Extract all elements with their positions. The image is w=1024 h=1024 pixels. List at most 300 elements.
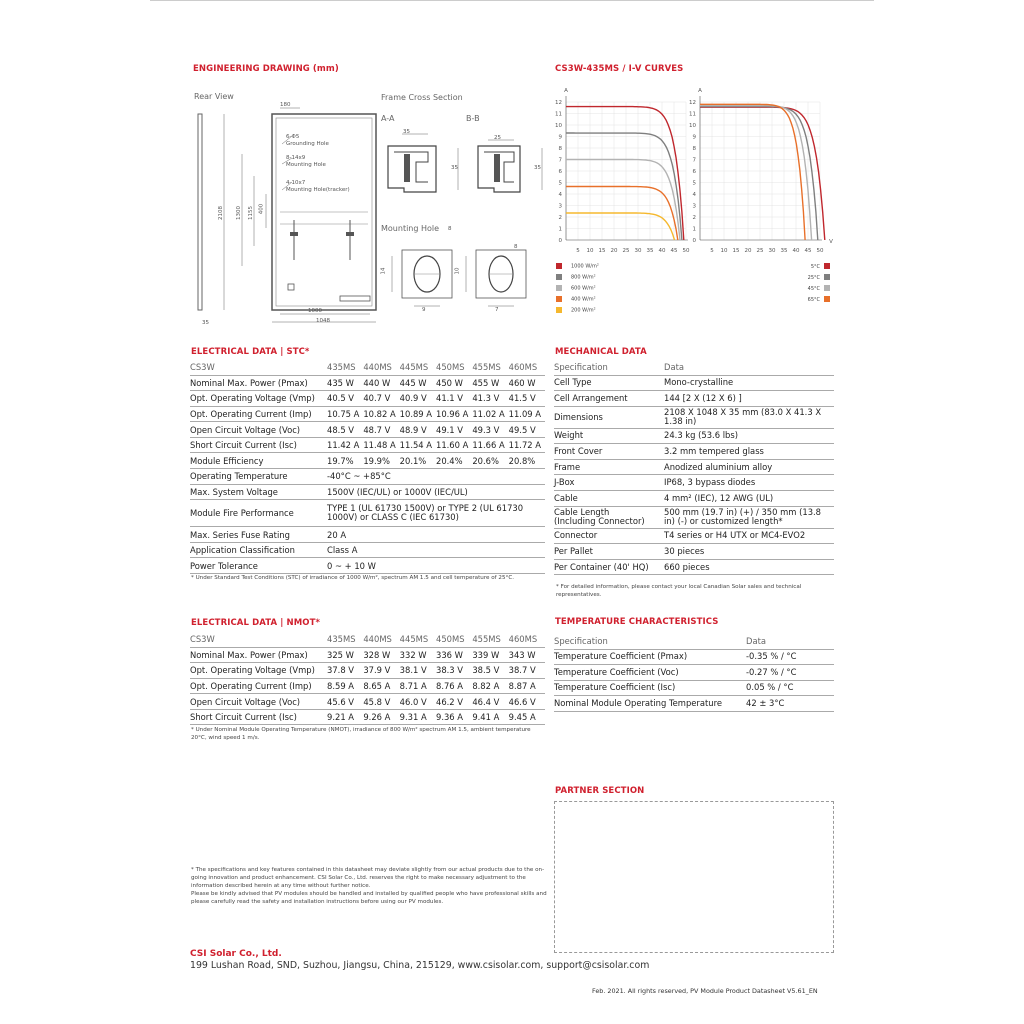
legend-item — [808, 285, 830, 292]
legend-swatch — [556, 274, 562, 280]
table-cell: J-Box — [554, 477, 575, 488]
table-cell: Application Classification — [190, 545, 295, 556]
table-row — [554, 528, 834, 544]
note-mounting-hole: 8-14x9 — [286, 155, 306, 161]
x-tick-label: 50 — [816, 248, 824, 254]
x-tick-label: 20 — [610, 248, 618, 254]
table-cell: 9.31 A — [399, 712, 427, 723]
table-cell: Max. Series Fuse Rating — [190, 529, 290, 540]
table-cell: Max. System Voltage — [190, 486, 278, 497]
table-cell: 1500V (IEC/UL) or 1000V (IEC/UL) — [327, 486, 468, 497]
table-cell: 10.96 A — [435, 408, 469, 419]
table-cell: Weight — [554, 430, 584, 441]
legend-item — [556, 307, 596, 314]
note-tracker-hole-2: Mounting Hole(tracker) — [286, 187, 350, 193]
y-tick-label: 6 — [692, 169, 696, 175]
table-cell: 48.5 V — [327, 424, 355, 435]
y-tick-label: 6 — [558, 169, 562, 175]
y-tick-label: 9 — [692, 134, 696, 141]
table-cell: Temperature Coefficient (Voc) — [554, 666, 679, 677]
table-row — [190, 422, 545, 438]
legend-swatch — [824, 296, 830, 302]
dim-aa-35: 35 — [403, 129, 410, 135]
mounting-hole-label: Mounting Hole — [381, 224, 440, 233]
table-row — [554, 459, 834, 475]
legend-item — [808, 274, 830, 281]
table-cell: Nominal Max. Power (Pmax) — [190, 649, 308, 660]
table-row — [190, 678, 545, 694]
note-tracker-hole: 4-10x7 — [286, 180, 306, 186]
y-tick-label: 3 — [692, 203, 696, 210]
footer-rights: Feb. 2021. All rights reserved, PV Module Product Datasheet V5.61_EN — [592, 987, 818, 995]
table-cell: 0.05 % / °C — [746, 682, 794, 693]
y-tick-label: 11 — [555, 111, 562, 118]
table-cell: 46.2 V — [435, 696, 464, 707]
dim-1155: 1155 — [248, 206, 254, 220]
table-cell: Anodized aluminium alloy — [664, 461, 773, 472]
table-cell: 11.02 A — [472, 408, 505, 419]
temperature-title: TEMPERATURE CHARACTERISTICS — [555, 617, 719, 627]
legend-label: 600 W/m² — [571, 285, 596, 292]
y-tick-label: 4 — [558, 192, 562, 198]
dim-hole-10: 10 — [454, 267, 461, 275]
table-row — [190, 558, 545, 574]
table-row — [190, 375, 545, 391]
x-tick-label: 45 — [670, 248, 678, 254]
table-cell: 9.21 A — [327, 712, 355, 723]
table-cell: Cell Arrangement — [554, 392, 628, 403]
table-cell: 46.4 V — [472, 696, 500, 707]
x-tick-label: 25 — [622, 248, 630, 254]
table-cell: 40.9 V — [399, 393, 427, 404]
table-cell: -0.35 % / °C — [746, 651, 797, 662]
x-tick-label: 45 — [804, 248, 812, 254]
legend-label: 800 W/m² — [571, 274, 596, 281]
table-row — [190, 437, 545, 453]
table-cell: 41.1 V — [435, 393, 464, 404]
legend-item — [556, 263, 599, 270]
table-cell: 8.76 A — [435, 680, 464, 691]
legend-item — [811, 263, 830, 270]
table-cell: Cell Type — [554, 377, 592, 388]
table-cell: 38.3 V — [435, 665, 464, 676]
dim-hole-7: 7 — [495, 307, 499, 313]
table-cell: Short Circuit Current (Isc) — [190, 440, 297, 451]
x-tick-label: 30 — [634, 248, 642, 254]
legend-swatch — [824, 263, 830, 269]
dim-180: 180 — [280, 102, 291, 108]
x-tick-label: 25 — [756, 248, 764, 254]
header-cell: 450MS — [435, 362, 465, 373]
header-cell: Specification — [554, 636, 608, 647]
table-cell: 19.7% — [327, 455, 354, 466]
table-row — [190, 391, 545, 407]
y-tick-label: 12 — [689, 100, 696, 106]
table-cell: 11.09 A — [508, 408, 542, 419]
y-tick-label: 10 — [689, 123, 696, 129]
dim-hole-9: 9 — [422, 307, 426, 313]
table-row — [190, 453, 545, 469]
table-cell: 450 W — [435, 377, 463, 388]
table-cell: 24.3 kg (53.6 lbs) — [664, 430, 738, 441]
table-cell: 10.75 A — [327, 408, 360, 419]
table-cell: 4 mm² (IEC), 12 AWG (UL) — [664, 492, 774, 503]
y-tick-label: 2 — [558, 215, 562, 221]
table-row — [190, 500, 545, 527]
table-row — [554, 696, 834, 712]
nmot-table — [190, 632, 545, 725]
table-cell: 11.66 A — [472, 440, 505, 451]
table-row — [554, 428, 834, 444]
partner-section-title: PARTNER SECTION — [555, 786, 645, 796]
table-header-row — [190, 360, 545, 375]
table-cell: Short Circuit Current (Isc) — [190, 712, 297, 723]
y-tick-label: 4 — [692, 192, 696, 198]
table-cell: 11.54 A — [399, 440, 433, 451]
table-cell: 40.7 V — [363, 393, 391, 404]
table-cell: 660 pieces — [664, 561, 710, 572]
table-cell: 9.26 A — [363, 712, 391, 723]
legend-label: 200 W/m² — [571, 307, 596, 314]
table-cell: 46.6 V — [508, 696, 536, 707]
table-row — [190, 647, 545, 663]
table-cell: -0.27 % / °C — [746, 666, 797, 677]
legend-swatch — [556, 263, 562, 269]
table-cell: Opt. Operating Current (Imp) — [190, 680, 312, 691]
table-row — [554, 665, 834, 681]
dim-2108: 2108 — [218, 206, 224, 220]
y-tick-label: 0 — [558, 238, 562, 244]
nmot-note: * Under Nominal Module Operating Temperature (NMOT), irradiance of 800 W/m² spectrum AM 1.5, ambient temperature 20°C, wind speed 1 m/s. — [191, 727, 531, 741]
table-cell: 20.4% — [435, 455, 463, 466]
table-cell: Power Tolerance — [190, 560, 258, 571]
y-tick-label: 9 — [558, 134, 562, 141]
disclaimer: * The specifications and key features contained in this datasheet may deviate slightly from our actual products due to the on-going innovation and product enhancement. CSI Solar Co., Ltd. reserves the right to make necessary adjustment to the information described herein at any time without further notice. Please be kindly advised that PV modules should be handled and installed by qualified people who have professional skills and please carefully read the safety and installation instructions before using our PV modules. — [191, 867, 547, 905]
page-top-border — [150, 0, 874, 1]
table-cell: 48.9 V — [399, 424, 427, 435]
legend-label: 25°C — [807, 274, 820, 281]
header-cell: 455MS — [472, 634, 501, 645]
table-cell: 19.9% — [363, 455, 390, 466]
table-cell: 11.42 A — [327, 440, 360, 451]
dim-hole-radius-8a: 8 — [448, 226, 452, 232]
table-row — [554, 506, 834, 528]
header-cell: 460MS — [508, 362, 538, 373]
dim-hole-radius-8b: 8 — [514, 244, 518, 250]
table-cell: 500 mm (19.7 in) (+) / 350 mm (13.8 in) (-) or customized length* — [664, 507, 822, 527]
table-cell: 49.5 V — [508, 424, 536, 435]
header-cell: 445MS — [399, 362, 429, 373]
legend-swatch — [824, 285, 830, 291]
table-cell: 440 W — [363, 377, 391, 388]
table-cell: Opt. Operating Voltage (Vmp) — [190, 393, 315, 404]
table-header-row — [190, 632, 545, 647]
footer-address: 199 Lushan Road, SND, Suzhou, Jiangsu, China, 215129, www.csisolar.com, support@csisolar.com — [190, 960, 650, 971]
table-cell: Opt. Operating Current (Imp) — [190, 408, 312, 419]
table-row — [190, 484, 545, 500]
table-cell: Module Efficiency — [190, 455, 264, 466]
table-cell: 45.6 V — [327, 696, 355, 707]
table-cell: 435 W — [327, 377, 354, 388]
table-cell: 328 W — [363, 649, 391, 660]
iv-curve-temperature — [700, 104, 805, 240]
x-tick-label: 35 — [780, 248, 788, 254]
header-cell: Data — [664, 362, 684, 373]
table-cell: 2108 X 1048 X 35 mm (83.0 X 41.3 X 1.38 in) — [664, 407, 822, 427]
header-cell: Specification — [554, 362, 608, 373]
y-tick-label: 10 — [555, 123, 562, 129]
table-row — [190, 663, 545, 679]
note-grounding-hole-2: Grounding Hole — [286, 141, 329, 147]
table-row — [554, 391, 834, 407]
table-cell: Per Pallet — [554, 546, 593, 557]
table-row — [554, 475, 834, 491]
table-cell: Front Cover — [554, 446, 603, 457]
header-cell: 440MS — [363, 362, 392, 373]
table-cell: 11.72 A — [508, 440, 542, 451]
x-tick-label: 20 — [744, 248, 752, 254]
mechanical-table — [554, 360, 834, 575]
x-tick-label: 5 — [576, 248, 580, 254]
table-cell: 144 [2 X (12 X 6) ] — [664, 392, 742, 403]
table-row — [554, 491, 834, 507]
x-tick-label: 15 — [598, 248, 606, 254]
table-row — [190, 709, 545, 725]
table-cell: 336 W — [435, 649, 463, 660]
table-cell: 45.8 V — [363, 696, 391, 707]
legend-item — [556, 285, 596, 292]
dim-bb-height-35: 35 — [534, 165, 541, 171]
table-cell: 49.3 V — [472, 424, 500, 435]
x-tick-label: 50 — [682, 248, 690, 254]
table-cell: Temperature Coefficient (Pmax) — [554, 651, 688, 662]
frame-cross-section-label: Frame Cross Section — [381, 93, 463, 102]
y-tick-label: 7 — [692, 157, 696, 164]
table-cell: 455 W — [472, 377, 500, 388]
footer-company: CSI Solar Co., Ltd. — [190, 949, 282, 959]
table-cell: 8.65 A — [363, 680, 391, 691]
table-cell: 8.71 A — [399, 680, 427, 691]
table-cell: Class A — [327, 545, 358, 556]
y-tick-label: 12 — [555, 100, 562, 106]
dim-hole-14: 14 — [380, 267, 387, 275]
iv-curves-title: CS3W-435MS / I-V CURVES — [555, 64, 684, 74]
temperature-legend — [760, 263, 830, 309]
table-cell: 20.8% — [508, 455, 536, 466]
dim-1000: 1000 — [308, 308, 322, 314]
note-mounting-hole-2: Mounting Hole — [286, 162, 326, 168]
note-grounding-hole: 6-Φ5 — [286, 134, 300, 140]
table-cell: -40°C ~ +85°C — [327, 471, 391, 482]
header-cell: 455MS — [472, 362, 501, 373]
table-cell: 30 pieces — [664, 546, 705, 557]
table-cell: 332 W — [399, 649, 427, 660]
legend-label: 65°C — [807, 296, 820, 303]
legend-swatch — [556, 285, 562, 291]
dim-400: 400 — [258, 203, 265, 215]
table-row — [554, 559, 834, 575]
dim-bb-25: 25 — [494, 135, 501, 141]
header-cell: 440MS — [363, 634, 392, 645]
table-cell: TYPE 1 (UL 61730 1500V) or TYPE 2 (UL 61730 1000V) or CLASS C (IEC 61730) — [327, 503, 524, 523]
table-cell: 38.7 V — [508, 665, 536, 676]
table-cell: 20.1% — [399, 455, 427, 466]
nmot-title: ELECTRICAL DATA | NMOT* — [191, 618, 321, 628]
legend-swatch — [556, 307, 562, 313]
legend-label: 400 W/m² — [571, 296, 596, 303]
mechanical-note: * For detailed information, please contact your local Canadian Solar sales and technical representatives. — [556, 584, 802, 598]
table-cell: 20 A — [327, 529, 347, 540]
table-cell: Nominal Max. Power (Pmax) — [190, 377, 308, 388]
table-row — [190, 694, 545, 710]
table-cell: Opt. Operating Voltage (Vmp) — [190, 665, 315, 676]
y-tick-label: 8 — [558, 146, 562, 152]
table-cell: 9.41 A — [472, 712, 500, 723]
header-cell: 445MS — [399, 634, 429, 645]
table-cell: 8.59 A — [327, 680, 355, 691]
iv-curve-temperature — [700, 106, 812, 241]
legend-swatch — [556, 296, 562, 302]
header-cell: 435MS — [327, 634, 356, 645]
x-tick-label: 40 — [658, 248, 666, 254]
table-cell: 8.87 A — [508, 680, 536, 691]
x-tick-label: 10 — [586, 248, 594, 254]
header-cell: 435MS — [327, 362, 356, 373]
table-cell: 0 ~ + 10 W — [327, 560, 376, 571]
table-cell: 10.89 A — [399, 408, 433, 419]
legend-item — [556, 296, 596, 303]
y-axis-unit: A — [698, 88, 702, 94]
y-tick-label: 11 — [689, 111, 696, 118]
x-tick-label: 15 — [732, 248, 740, 254]
x-tick-label: 35 — [646, 248, 654, 254]
table-cell: 10.82 A — [363, 408, 396, 419]
y-tick-label: 5 — [692, 180, 696, 187]
table-cell: 38.1 V — [399, 665, 427, 676]
legend-swatch — [824, 274, 830, 280]
stc-table — [190, 360, 545, 574]
table-cell: 20.6% — [472, 455, 499, 466]
partner-section-box — [554, 801, 834, 953]
iv-curve-irradiance — [566, 160, 680, 241]
table-cell: Module Fire Performance — [190, 508, 294, 519]
table-cell: 339 W — [472, 649, 500, 660]
table-header-row — [554, 360, 834, 375]
table-row — [554, 544, 834, 560]
table-cell: 9.45 A — [508, 712, 536, 723]
table-row — [554, 444, 834, 460]
table-cell: 325 W — [327, 649, 354, 660]
legend-item — [808, 296, 830, 303]
y-tick-label: 1 — [692, 226, 696, 233]
y-tick-label: 7 — [558, 157, 562, 164]
section-aa-label: A-A — [381, 114, 395, 123]
table-row — [554, 649, 834, 665]
header-cell: 450MS — [435, 634, 465, 645]
table-row — [554, 680, 834, 696]
y-axis-unit: A — [564, 88, 568, 94]
stc-title: ELECTRICAL DATA | STC* — [191, 347, 310, 357]
table-cell: 41.5 V — [508, 393, 536, 404]
table-cell: Mono-crystalline — [664, 377, 734, 388]
table-header-row — [554, 634, 834, 649]
table-row — [190, 527, 545, 543]
table-cell: 37.9 V — [363, 665, 391, 676]
dim-side-35: 35 — [202, 320, 209, 326]
table-cell: Nominal Module Operating Temperature — [554, 698, 723, 709]
table-cell: 445 W — [399, 377, 427, 388]
table-cell: 37.8 V — [327, 665, 355, 676]
table-cell: Open Circuit Voltage (Voc) — [190, 424, 301, 435]
table-cell: 8.82 A — [472, 680, 500, 691]
header-cell: Data — [746, 636, 766, 647]
dim-aa-height-35: 35 — [451, 165, 458, 171]
header-cell: 460MS — [508, 634, 538, 645]
table-cell: Connector — [554, 530, 598, 541]
table-row — [190, 542, 545, 558]
table-cell: 40.5 V — [327, 393, 355, 404]
header-cell: CS3W — [190, 634, 215, 645]
table-cell: Operating Temperature — [190, 471, 288, 482]
table-row — [554, 406, 834, 428]
table-row — [554, 375, 834, 391]
y-tick-label: 5 — [558, 180, 562, 187]
header-cell: CS3W — [190, 362, 215, 373]
table-cell: 343 W — [508, 649, 536, 660]
legend-label: 45°C — [807, 285, 820, 292]
table-row — [190, 469, 545, 485]
y-tick-label: 8 — [692, 146, 696, 152]
x-tick-label: 30 — [768, 248, 776, 254]
table-row — [190, 406, 545, 422]
table-cell: Cable Length (Including Connector) — [554, 507, 645, 527]
table-cell: Frame — [554, 461, 581, 472]
legend-label: 5°C — [810, 263, 820, 270]
table-cell: T4 series or H4 UTX or MC4-EVO2 — [664, 530, 806, 541]
table-cell: Dimensions — [554, 411, 603, 422]
engineering-drawing-title: ENGINEERING DRAWING (mm) — [193, 64, 339, 74]
temperature-table — [554, 634, 834, 712]
table-cell: IP68, 3 bypass diodes — [664, 477, 756, 488]
table-cell: 11.48 A — [363, 440, 396, 451]
y-tick-label: 0 — [692, 238, 696, 244]
table-cell: 38.5 V — [472, 665, 500, 676]
table-cell: Open Circuit Voltage (Voc) — [190, 696, 301, 707]
mechanical-data-title: MECHANICAL DATA — [555, 347, 647, 357]
table-cell: Cable — [554, 492, 578, 503]
section-bb-label: B-B — [466, 114, 480, 123]
table-cell: 460 W — [508, 377, 536, 388]
x-axis-unit: V — [829, 239, 833, 245]
table-cell: Temperature Coefficient (Isc) — [554, 682, 676, 693]
table-cell: 49.1 V — [435, 424, 464, 435]
irradiance-legend — [556, 263, 676, 319]
y-tick-label: 1 — [558, 226, 562, 233]
table-cell: Per Container (40' HQ) — [554, 561, 649, 572]
table-cell: 11.60 A — [435, 440, 469, 451]
x-tick-label: 40 — [792, 248, 800, 254]
table-cell: 46.0 V — [399, 696, 427, 707]
stc-note: * Under Standard Test Conditions (STC) of irradiance of 1000 W/m², spectrum AM 1.5 and cell temperature of 25°C. — [191, 575, 515, 581]
rear-view-label: Rear View — [194, 92, 234, 101]
x-tick-label: 10 — [720, 248, 728, 254]
table-cell: 3.2 mm tempered glass — [664, 446, 764, 457]
y-tick-label: 3 — [558, 203, 562, 210]
x-tick-label: 5 — [710, 248, 714, 254]
y-tick-label: 2 — [692, 215, 696, 221]
table-cell: 9.36 A — [435, 712, 464, 723]
dim-1300: 1300 — [236, 206, 242, 220]
